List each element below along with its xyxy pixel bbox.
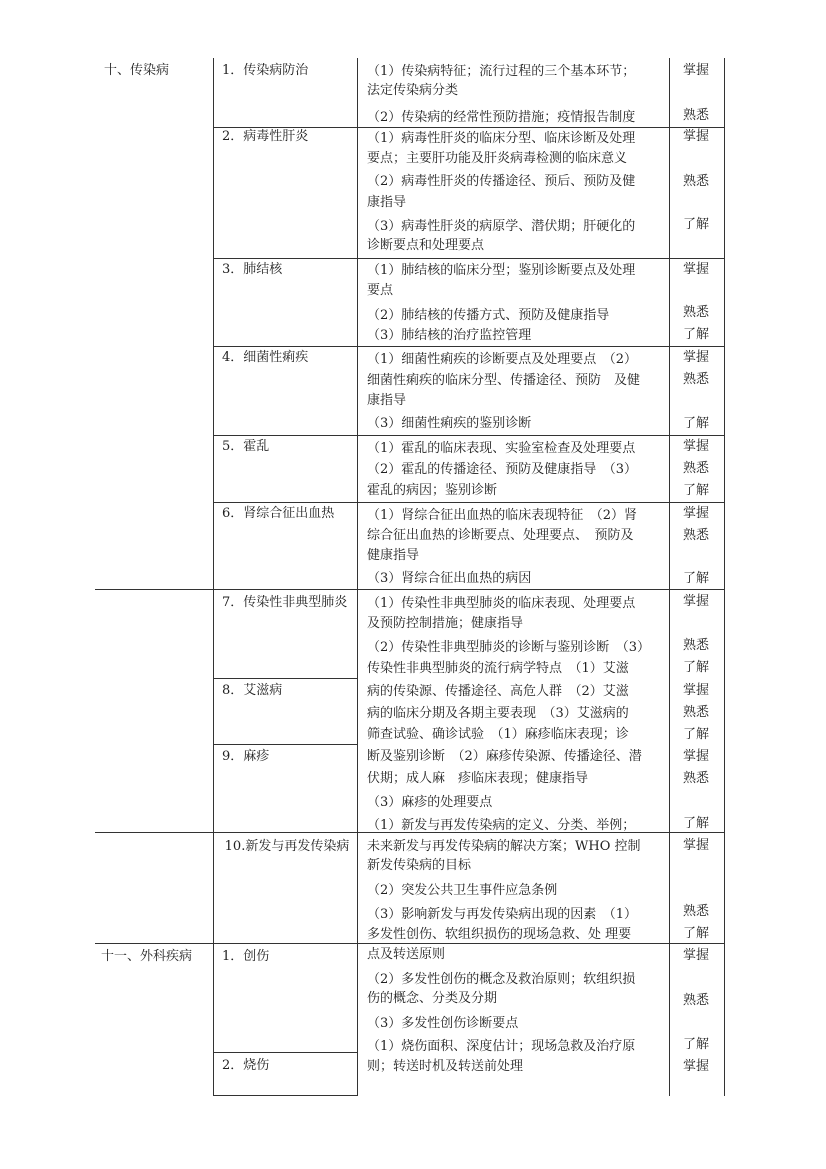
- topic-label: 1．传染病防治: [222, 63, 309, 78]
- content-line: 新发传染病的目标: [367, 858, 472, 873]
- topic-label: 9．麻疹: [222, 749, 270, 764]
- row-rule: [213, 1095, 357, 1096]
- topic-label: 6．肾综合征出血热: [222, 506, 335, 521]
- content-line: 霍乱的病因；鉴别诊断: [367, 483, 498, 498]
- content-line: （3）影响新发与再发传染病出现的因素 （1）: [367, 907, 638, 922]
- level-label: 熟悉: [683, 771, 710, 786]
- content-line: （1）传染病特征；流行过程的三个基本环节；: [367, 64, 636, 79]
- content-line: （3）细菌性痢疾的鉴别诊断: [367, 416, 532, 431]
- level-label: 掌握: [683, 129, 710, 144]
- level-label: 了解: [683, 571, 710, 586]
- col-rule-topic-right: [357, 58, 358, 1096]
- col-rule-topic-left: [213, 58, 214, 1096]
- row-rule: [213, 1052, 357, 1053]
- content-line: 筛查试验、确诊试验 （1）麻疹临床表现；诊: [367, 727, 629, 742]
- content-line: 综合征出血热的诊断要点、处理要点、 预防及: [367, 528, 634, 543]
- content-line: （2）传染病的经常性预防措施；疫情报告制度: [367, 110, 636, 125]
- content-line: （3）病毒性肝炎的病原学、潜伏期；肝硬化的: [367, 219, 636, 234]
- content-line: （1）细菌性痢疾的诊断要点及处理要点 （2）: [367, 352, 638, 367]
- content-line: （3）麻疹的处理要点: [367, 795, 493, 810]
- content-line: 未来新发与再发传染病的解决方案；WHO 控制: [367, 839, 641, 854]
- content-line: （1）传染性非典型肺炎的临床表现、处理要点: [367, 596, 636, 611]
- content-line: 诊断要点和处理要点: [367, 238, 485, 253]
- col-rule-content-right: [669, 58, 670, 1096]
- topic-label: 4．细菌性痢疾: [222, 350, 309, 365]
- level-label: 了解: [683, 1037, 710, 1052]
- content-line: （1）烧伤面积、深度估计；现场急救及治疗原: [367, 1039, 636, 1054]
- content-line: 及预防控制措施；健康指导: [367, 616, 524, 631]
- row-rule: [213, 678, 357, 679]
- topic-label: 2．病毒性肝炎: [222, 129, 309, 144]
- content-line: 伤的概念、分类及分期: [367, 991, 498, 1006]
- topic-label: 1．创伤: [222, 949, 270, 964]
- level-label: 掌握: [683, 594, 710, 609]
- level-label: 熟悉: [683, 705, 710, 720]
- topic-label: 5．霍乱: [222, 439, 270, 454]
- content-line: 康指导: [367, 393, 407, 408]
- content-line: （2）多发性创伤的概念及救治原则；软组织损: [367, 972, 636, 987]
- content-line: 断及鉴别诊断 （2）麻疹传染源、传播途径、潜: [367, 749, 642, 764]
- content-line: （3）多发性创伤诊断要点: [367, 1016, 519, 1031]
- topic-label: 8．艾滋病: [222, 683, 283, 698]
- content-line: 健康指导: [367, 548, 420, 563]
- content-line: 法定传染病分类: [367, 83, 459, 98]
- content-line: 伏期；成人麻 疹临床表现；健康指导: [367, 771, 589, 786]
- level-label: 熟悉: [683, 461, 710, 476]
- content-line: 康指导: [367, 195, 407, 210]
- col-rule-level-right: [724, 58, 725, 1096]
- level-label: 了解: [683, 660, 710, 675]
- content-line: （1）新发与再发传染病的定义、分类、举例；: [367, 818, 636, 833]
- topic-label: 10.新发与再发传染病: [224, 839, 350, 854]
- content-line: （1）肾综合征出血热的临床表现特征 （2）肾: [367, 508, 638, 523]
- level-label: 掌握: [683, 506, 710, 521]
- level-label: 了解: [683, 327, 710, 342]
- level-label: 熟悉: [683, 904, 710, 919]
- level-label: 掌握: [683, 838, 710, 853]
- content-line: （1）病毒性肝炎的临床分型、临床诊断及处理: [367, 131, 636, 146]
- content-line: 病的临床分期及各期主要表现 （3）艾滋病的: [367, 706, 629, 721]
- level-label: 了解: [683, 483, 710, 498]
- content-line: （2）病毒性肝炎的传播途径、预后、预防及健: [367, 174, 636, 189]
- content-line: 则；转送时机及转送前处理: [367, 1059, 524, 1074]
- level-label: 掌握: [683, 262, 710, 277]
- content-line: （3）肾综合征出血热的病因: [367, 571, 532, 586]
- level-label: 掌握: [683, 1059, 710, 1074]
- content-line: 要点；主要肝功能及肝炎病毒检测的临床意义: [367, 151, 628, 166]
- topic-label: 3．肺结核: [222, 262, 283, 277]
- row-rule: [213, 258, 725, 259]
- topic-label: 7．传染性非典型肺炎: [222, 595, 348, 610]
- content-line: （2）突发公共卫生事件应急条例: [367, 883, 558, 898]
- level-label: 掌握: [683, 948, 710, 963]
- level-label: 熟悉: [683, 305, 710, 320]
- content-line: （2）肺结核的传播方式、预防及健康指导: [367, 308, 610, 323]
- level-label: 熟悉: [683, 528, 710, 543]
- level-label: 掌握: [683, 63, 710, 78]
- level-label: 熟悉: [683, 174, 710, 189]
- level-label: 了解: [683, 727, 710, 742]
- content-line: 多发性创伤、软组织损伤的现场急救、处 理要: [367, 927, 632, 942]
- content-line: 传染性非典型肺炎的流行病学特点 （1）艾滋: [367, 661, 629, 676]
- level-label: 熟悉: [683, 638, 710, 653]
- content-line: （3）肺结核的治疗监控管理: [367, 328, 532, 343]
- topic-label: 2．烧伤: [222, 1058, 270, 1073]
- content-line: （1）霍乱的临床表现、实验室检查及处理要点: [367, 441, 636, 456]
- content-line: 病的传染源、传播途径、高危人群 （2）艾滋: [367, 684, 629, 699]
- content-line: （1）肺结核的临床分型；鉴别诊断要点及处理: [367, 263, 636, 278]
- level-label: 熟悉: [683, 372, 710, 387]
- level-label: 了解: [683, 816, 710, 831]
- content-line: （2）霍乱的传播途径、预防及健康指导 （3）: [367, 462, 638, 477]
- level-label: 掌握: [683, 439, 710, 454]
- row-rule: [213, 744, 357, 745]
- level-label: 熟悉: [683, 108, 710, 123]
- level-label: 熟悉: [683, 993, 710, 1008]
- content-line: 细菌性痢疾的临床分型、传播途径、预防 及健: [367, 373, 641, 388]
- section-label: 十、传染病: [104, 63, 170, 78]
- level-label: 了解: [683, 416, 710, 431]
- level-label: 掌握: [683, 350, 710, 365]
- row-rule: [213, 435, 725, 436]
- content-line: （2）传染性非典型肺炎的诊断与鉴别诊断 （3）: [367, 640, 651, 655]
- content-line: 点及转送原则: [367, 947, 446, 962]
- level-label: 了解: [683, 926, 710, 941]
- content-line: 要点: [367, 283, 394, 298]
- level-label: 掌握: [683, 683, 710, 698]
- level-label: 掌握: [683, 749, 710, 764]
- section-label: 十一、外科疾病: [101, 949, 193, 964]
- level-label: 了解: [683, 217, 710, 232]
